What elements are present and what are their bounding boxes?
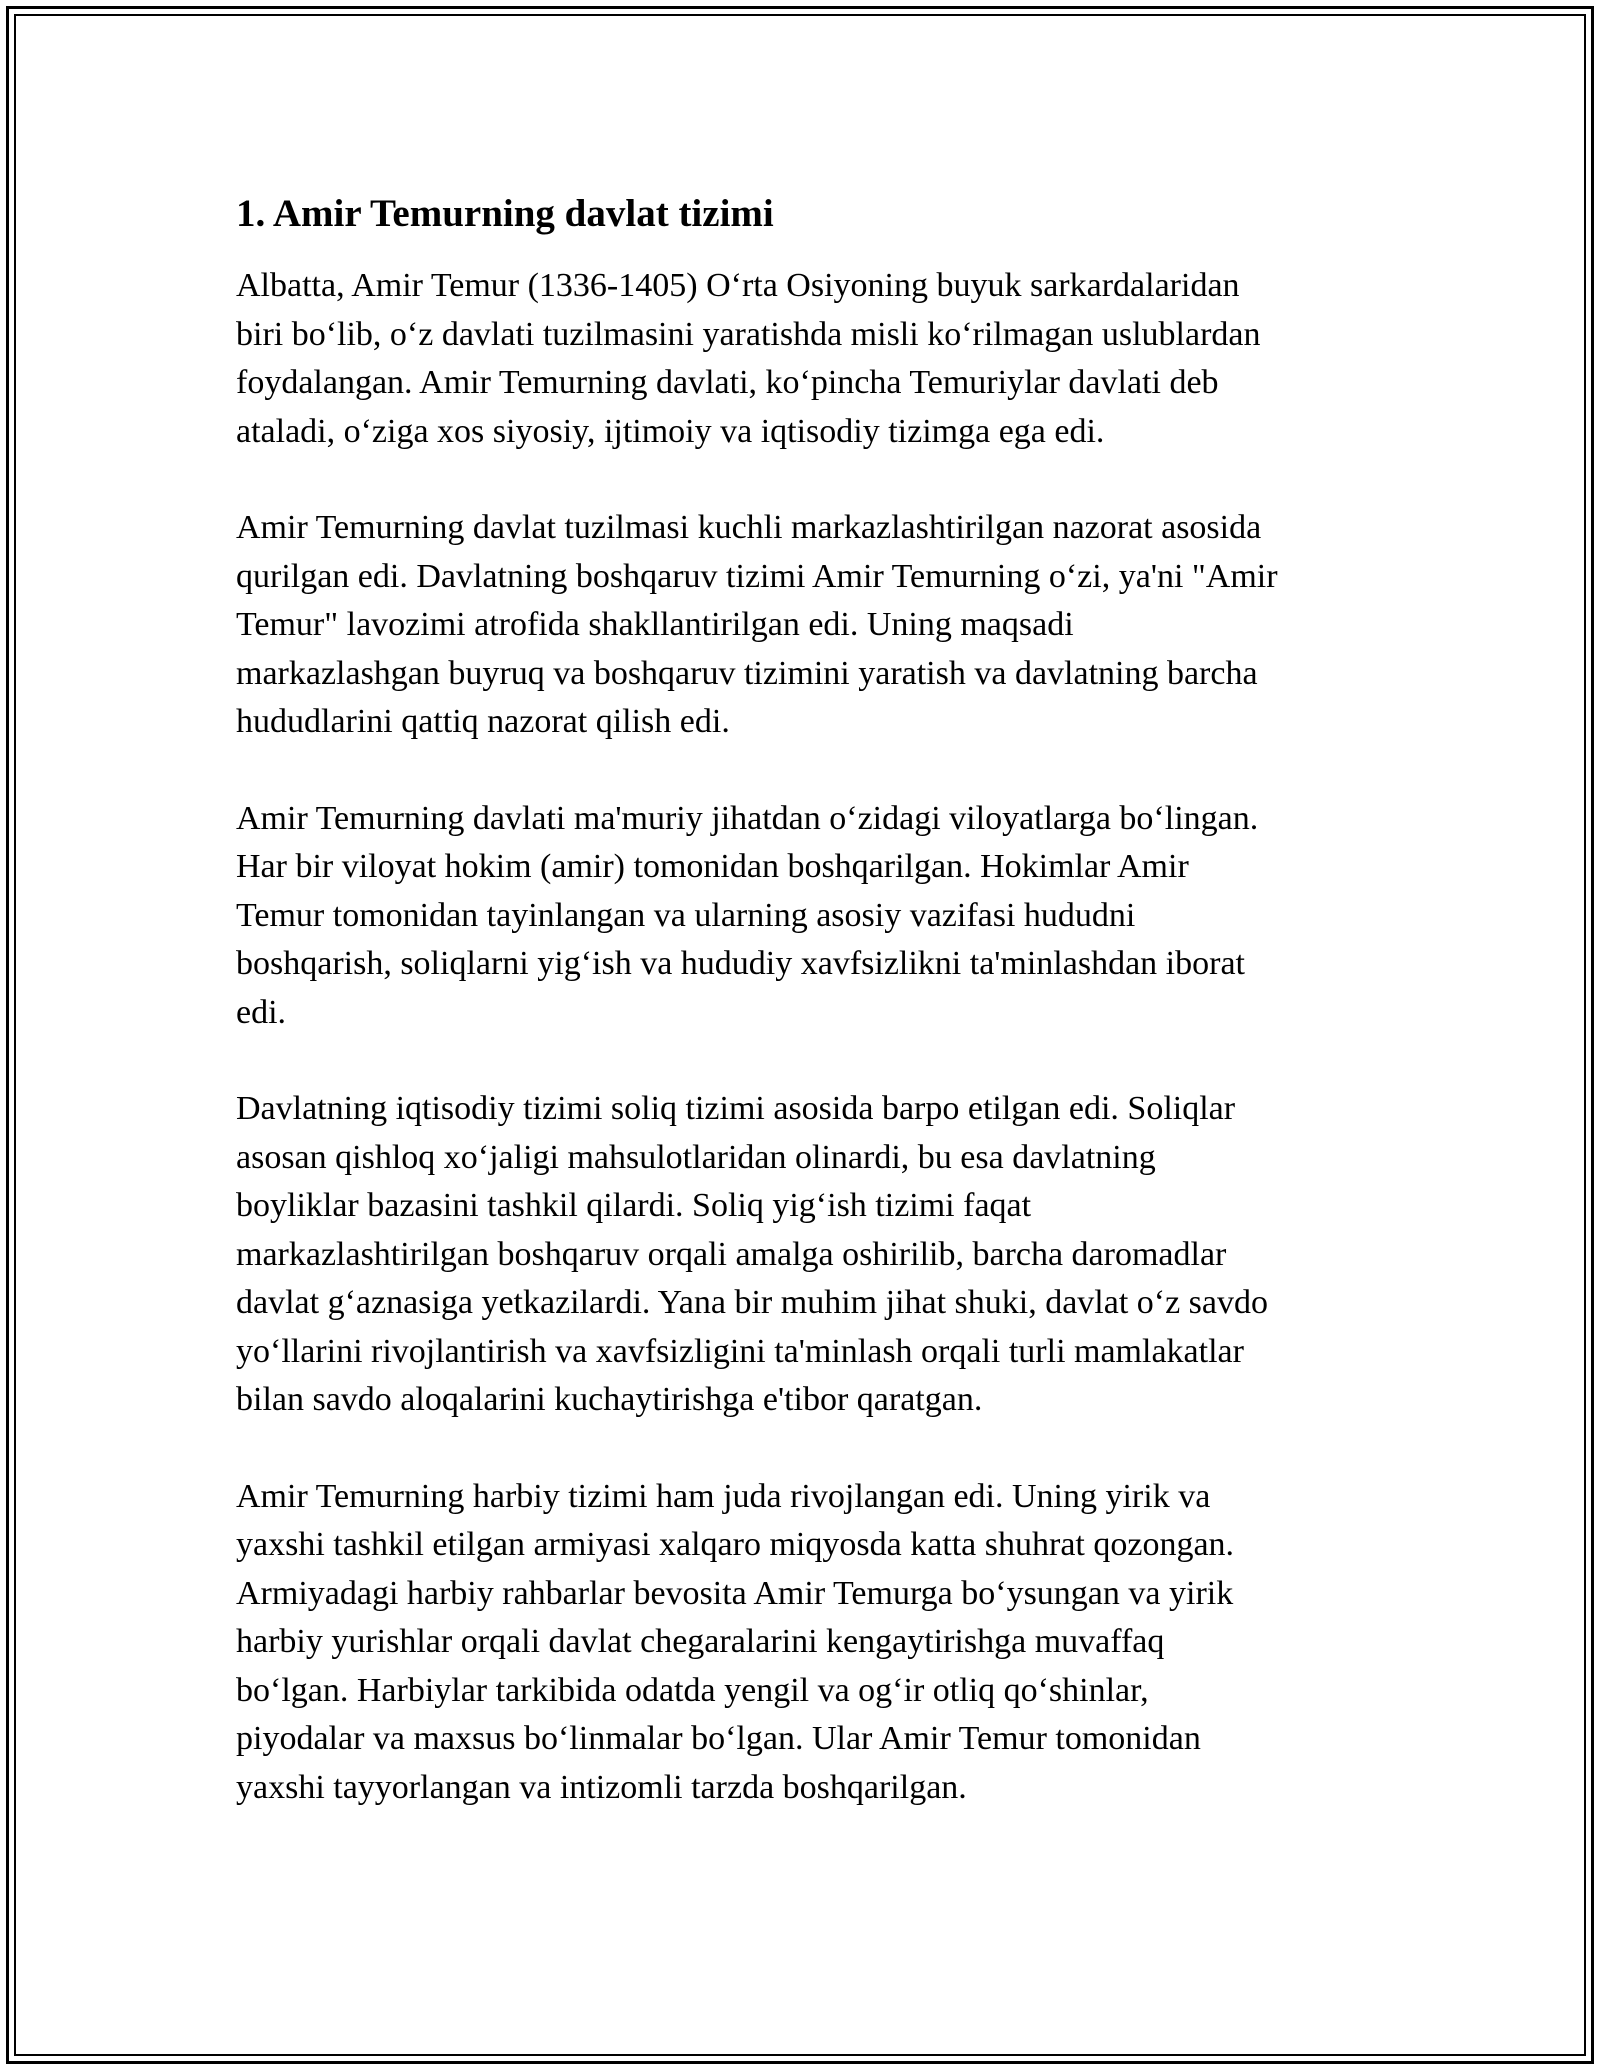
text-line: yaxshi tayyorlangan va intizomli tarzda boshqarilgan.: [236, 1768, 967, 1806]
document-title: 1. Amir Temurning davlat tizimi: [236, 192, 774, 235]
text-line: markazlashtirilgan boshqaruv orqali amalga oshirilib, barcha daromadlar: [236, 1235, 1227, 1273]
text-line: Temur tomonidan tayinlangan va ularning asosiy vazifasi hududni: [236, 896, 1136, 934]
text-line: foydalangan. Amir Temurning davlati, ko‘pincha Temuriylar davlati deb: [236, 364, 1219, 401]
text-line: bo‘lgan. Harbiylar tarkibida odatda yengil va og‘ir otliq qo‘shinlar,: [236, 1671, 1149, 1709]
text-line: markazlashgan buyruq va boshqaruv tizimini yaratish va davlatning barcha: [236, 654, 1258, 692]
text-line: Amir Temurning davlat tuzilmasi kuchli markazlashtirilgan nazorat asosida: [236, 509, 1262, 546]
text-line: davlat g‘aznasiga yetkazilardi. Yana bir muhim jihat shuki, davlat o‘z savdo: [236, 1284, 1269, 1321]
text-line: edi.: [236, 993, 287, 1031]
paragraph: [236, 1085, 1366, 1425]
paragraph: [236, 262, 1366, 456]
text-line: yo‘llarini rivojlantirish va xavfsizligini ta'minlash orqali turli mamlakatlar: [236, 1332, 1244, 1370]
text-line: piyodalar va maxsus bo‘linmalar bo‘lgan. Ular Amir Temur tomonidan: [236, 1720, 1201, 1757]
text-line: biri bo‘lib, o‘z davlati tuzilmasini yaratishda misli ko‘rilmagan uslublardan: [236, 315, 1261, 353]
text-line: Temur" lavozimi atrofida shakllantirilgan edi. Uning maqsadi: [236, 606, 1074, 643]
text-line: ataladi, o‘ziga xos siyosiy, ijtimoiy va iqtisodiy tizimga ega edi.: [236, 412, 1105, 450]
text-line: boshqarish, soliqlarni yig‘ish va hududiy xavfsizlikni ta'minlashdan iborat: [236, 945, 1245, 982]
document-body: [236, 188, 1366, 1860]
text-line: Amir Temurning davlati ma'muriy jihatdan o‘zidagi viloyatlarga bo‘lingan.: [236, 799, 1259, 837]
text-line: yaxshi tashkil etilgan armiyasi xalqaro miqyosda katta shuhrat qozongan.: [236, 1526, 1235, 1563]
paragraph: [236, 795, 1366, 1038]
text-line: Amir Temurning harbiy tizimi ham juda rivojlangan edi. Uning yirik va: [236, 1477, 1211, 1515]
text-line: Albatta, Amir Temur (1336-1405) O‘rta Osiyoning buyuk sarkardalaridan: [236, 267, 1240, 304]
text-line: Davlatning iqtisodiy tizimi soliq tizimi asosida barpo etilgan edi. Soliqlar: [236, 1090, 1236, 1127]
text-line: Har bir viloyat hokim (amir) tomonidan boshqarilgan. Hokimlar Amir: [236, 848, 1189, 885]
paragraph: [236, 1473, 1366, 1813]
text-line: bilan savdo aloqalarini kuchaytirishga e'tibor qaratgan.: [236, 1381, 983, 1418]
text-line: Armiyadagi harbiy rahbarlar bevosita Amir Temurga bo‘ysungan va yirik: [236, 1574, 1234, 1612]
text-line: harbiy yurishlar orqali davlat chegaralarini kengaytirishga muvaffaq: [236, 1623, 1165, 1660]
text-line: qurilgan edi. Davlatning boshqaruv tizimi Amir Temurning o‘zi, ya'ni "Amir: [236, 557, 1278, 595]
text-line: hududlarini qattiq nazorat qilish edi.: [236, 703, 730, 740]
text-line: boyliklar bazasini tashkil qilardi. Soliq yig‘ish tizimi faqat: [236, 1187, 1032, 1224]
text-line: asosan qishloq xo‘jaligi mahsulotlaridan olinardi, bu esa davlatning: [236, 1138, 1156, 1176]
paragraph: [236, 504, 1366, 747]
